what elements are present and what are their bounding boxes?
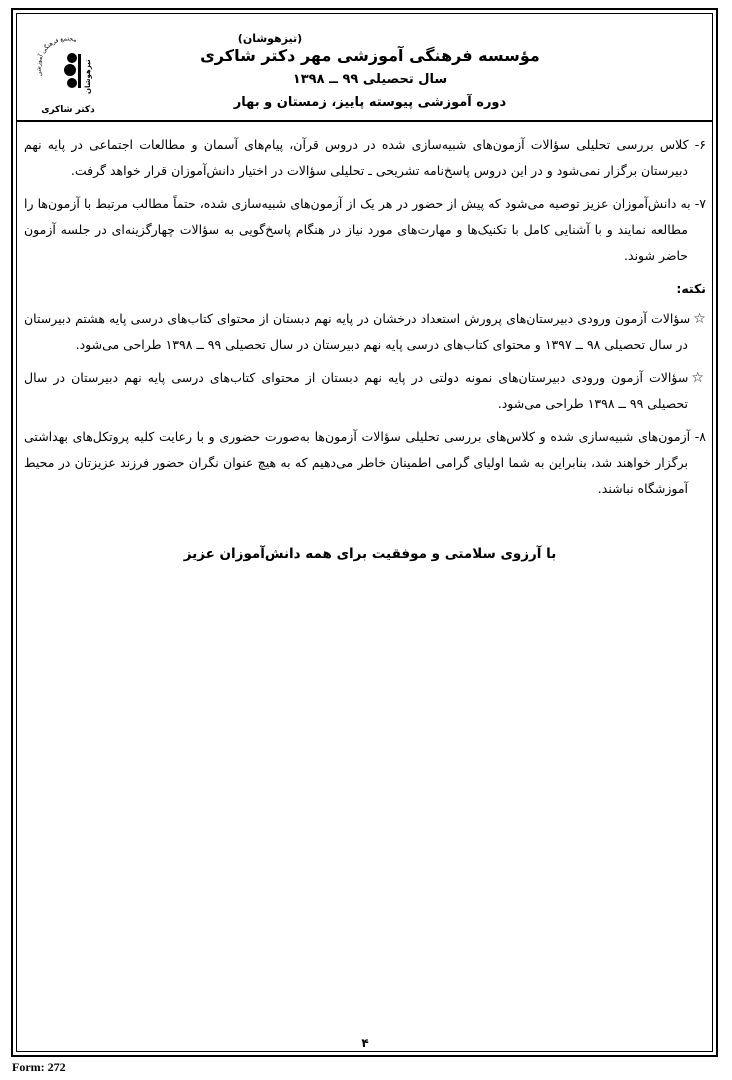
page-number: ۴	[361, 1036, 369, 1050]
academic-year: سال تحصیلی ۹۹ ــ ۱۳۹۸	[292, 72, 448, 87]
document-body	[24, 132, 706, 509]
note-2-text: سؤالات آزمون ورودی دبیرستان‌های نمونه دولتی در پایه نهم دبستان از محتوای کتاب‌های درسی پایه نهم دبیرستان در سال تحصیلی ۹۹ ــ ۱۳۹۸ طراحی می‌شود.	[24, 370, 689, 411]
logo-graphic	[32, 28, 104, 116]
logo-bottom-text: دکتر شاکری	[41, 105, 95, 115]
note-heading: نکته:	[676, 281, 706, 296]
item-7: ۷- به دانش‌آموزان عزیز توصیه می‌شود که پیش از حضور در هر یک از آزمون‌های شبیه‌سازی شده، حتماً مطالب مرتبط با آزمون‌ها را مطالعه نمایند و با آشنایی کامل با تکنیک‌ها و مهارت‌های مورد نیاز در هنگام پاسخ‌گویی به سؤالات چهارگزینه‌ای در جلسه آزمون حاضر شوند.	[24, 196, 706, 263]
logo-arc-text: مجتمع فرهنگی آموزشی	[35, 35, 78, 78]
header-divider	[17, 120, 712, 122]
header-subname: (تیزهوشان)	[237, 32, 303, 45]
note-2	[24, 365, 706, 417]
item-6: ۶- کلاس بررسی تحلیلی سؤالات آزمون‌های شبیه‌سازی شده در دروس قرآن، پیام‌های آسمان و مطالعات اجتماعی در پایه نهم دبیرستان برگزار نمی‌شود و در این دروس پاسخ‌نامه تشریحی ـ تحلیلی سؤالات در اختیار دانش‌آموزان قرار خواهد گرفت.	[24, 137, 706, 178]
item-8: ۸- آزمون‌های شبیه‌سازی شده و کلاس‌های بررسی تحلیلی سؤالات آزمون‌ها به‌صورت حضوری و با رعایت کلیه پروتکل‌های بهداشتی برگزار خواهند شد، بنابراین به شما اولیای گرامی اطمینان خاطر می‌دهیم که به هیچ عنوان نگران حضور فرزند عزیزتان در محیط آموزشگاه نباشند.	[24, 429, 706, 496]
term-title: دوره آموزشی پیوسته پاییز، زمستان و بهار	[233, 95, 507, 110]
form-id: Form: 272	[12, 1060, 66, 1074]
logo-profile-icon	[64, 53, 81, 88]
note-1	[24, 306, 706, 358]
page-header	[20, 22, 710, 117]
institute-title: مؤسسه فرهنگی آموزشی مهر دکتر شاکری	[200, 46, 540, 65]
logo-mid-text: تیزهوشان	[84, 59, 92, 94]
institute-logo	[32, 28, 104, 116]
star-outline-icon: ☆	[693, 311, 706, 327]
note-1-text: سؤالات آزمون ورودی دبیرستان‌های پرورش استعداد درخشان در پایه نهم دبستان از محتوای کتاب‌های درسی پایه هشتم دبیرستان در سال تحصیلی ۹۸ ــ ۱۳۹۷ و محتوای کتاب‌های درسی پایه نهم دبیرستان در سال تحصیلی ۹۹ ــ ۱۳۹۸ طراحی می‌شود.	[24, 311, 691, 352]
star-outline-icon: ☆	[691, 370, 706, 386]
closing-wish: با آرزوی سلامتی و موفقیت برای همه دانش‌آموزان عزیز	[183, 546, 557, 562]
